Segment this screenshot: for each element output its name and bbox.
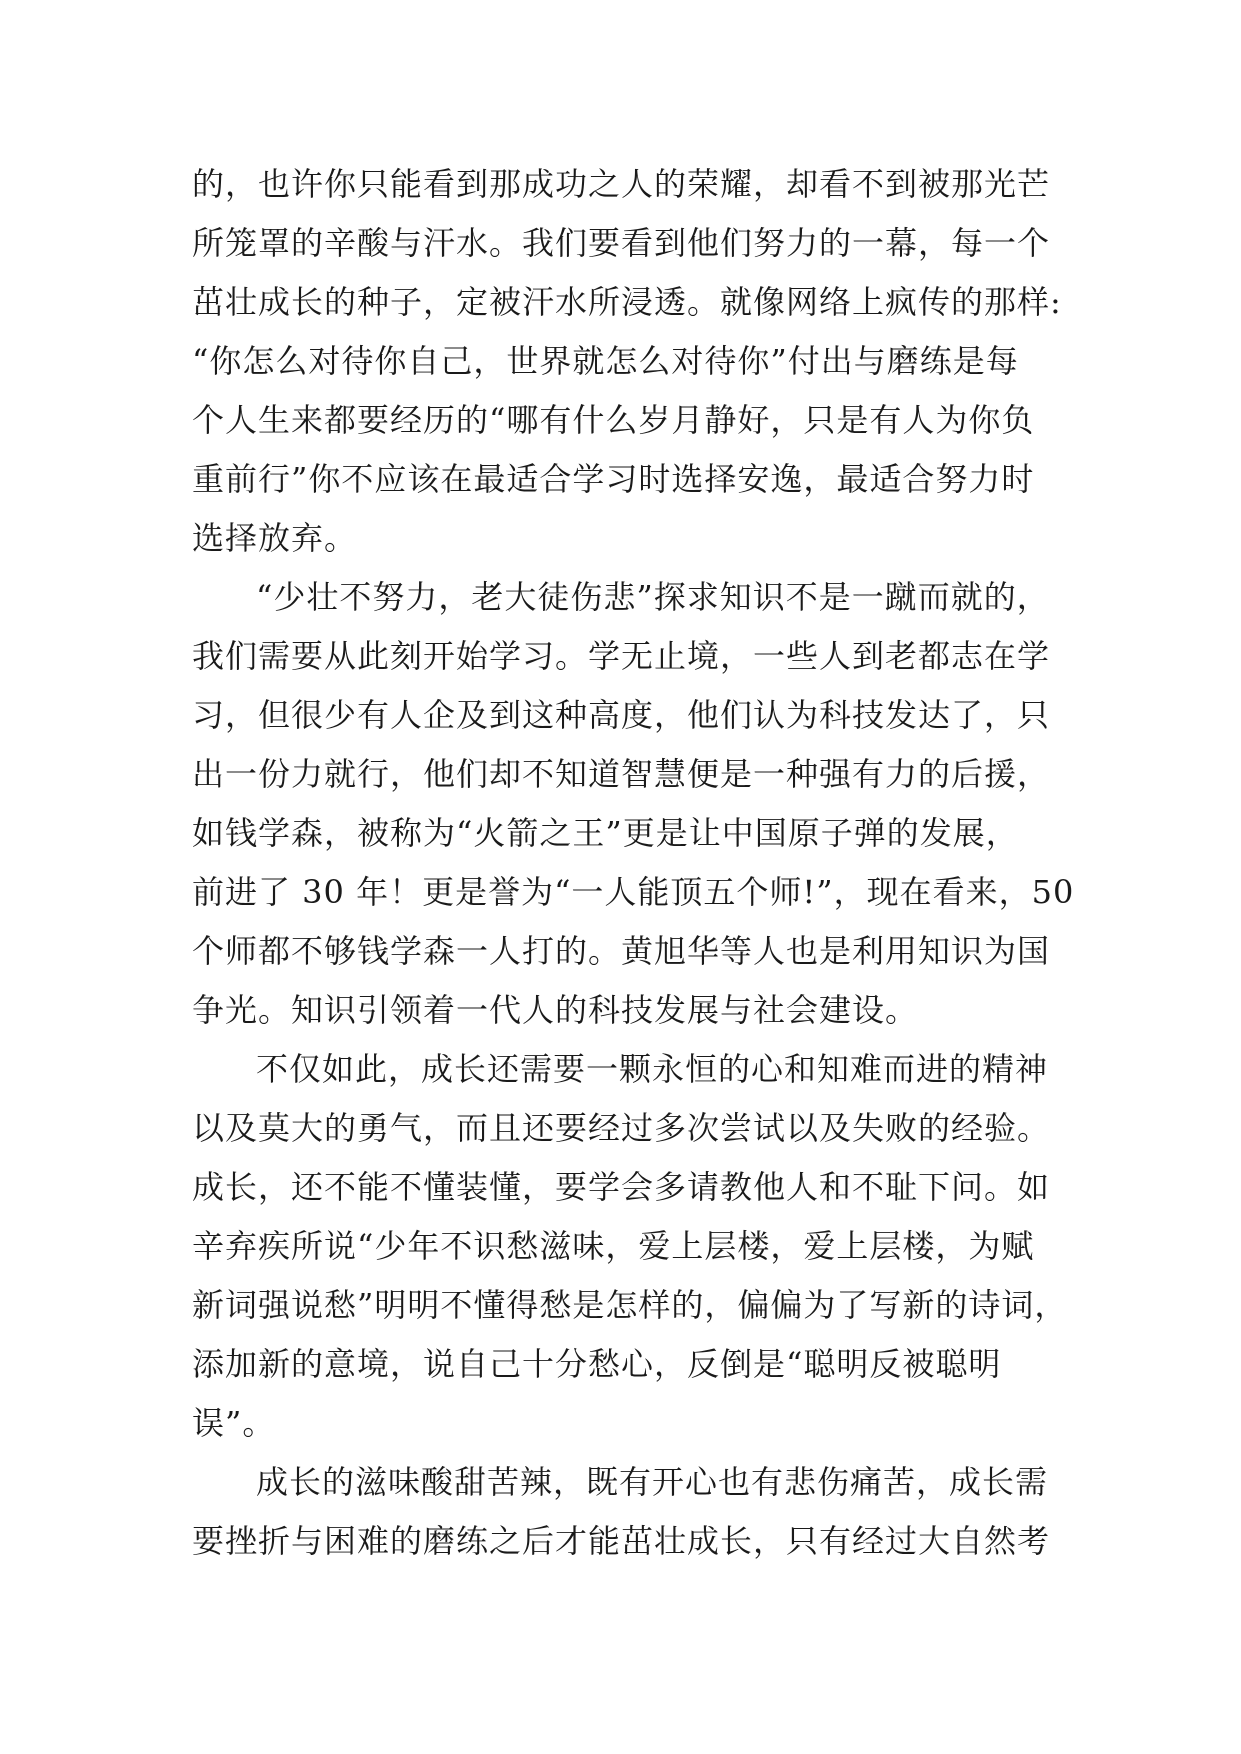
- text-line: 个人生来都要经历的“哪有什么岁月静好，只是有人为你负: [192, 401, 1035, 439]
- text-line: 我们需要从此刻开始学习。学无止境，一些人到老都志在学: [192, 637, 1051, 675]
- text-line: 个师都不够钱学森一人打的。黄旭华等人也是利用知识为国: [192, 932, 1051, 970]
- text-line: 以及莫大的勇气，而且还要经过多次尝试以及失败的经验。: [192, 1109, 1051, 1147]
- text-line: 成长的滋味酸甜苦辣，既有开心也有悲伤痛苦，成长需: [256, 1463, 1049, 1501]
- text-line: 新词强说愁”明明不懂得愁是怎样的，偏偏为了写新的诗词，: [192, 1286, 1068, 1324]
- text-line: 所笼罩的辛酸与汗水。我们要看到他们努力的一幕，每一个: [192, 224, 1051, 262]
- text-line: 如钱学森，被称为“火箭之王”更是让中国原子弹的发展，: [192, 814, 1019, 852]
- text-line: 习，但很少有人企及到这种高度，他们认为科技发达了，只: [192, 696, 1051, 734]
- text-line: 的，也许你只能看到那成功之人的荣耀，却看不到被那光芒: [192, 165, 1051, 203]
- text-line: 辛弃疾所说“少年不识愁滋味，爱上层楼，爱上层楼，为赋: [192, 1227, 1035, 1265]
- text-line: 前进了 30 年！更是誉为“一人能顶五个师!”，现在看来，50: [192, 873, 1075, 911]
- text-line: 选择放弃。: [192, 519, 358, 557]
- text-line: 不仅如此，成长还需要一颗永恒的心和知难而进的精神: [256, 1050, 1049, 1088]
- text-line: 茁壮成长的种子，定被汗水所浸透。就像网络上疯传的那样:: [192, 283, 1062, 321]
- text-line: 添加新的意境，说自己十分愁心，反倒是“聪明反被聪明: [192, 1345, 1002, 1383]
- text-line: 出一份力就行，他们却不知道智慧便是一种强有力的后援，: [192, 755, 1051, 793]
- text-line: 成长，还不能不懂装懂，要学会多请教他人和不耻下问。如: [192, 1168, 1051, 1206]
- text-line: “少壮不努力，老大徒伤悲”探求知识不是一蹴而就的，: [256, 578, 1050, 616]
- text-line: 重前行”你不应该在最适合学习时选择安逸，最适合努力时: [192, 460, 1035, 498]
- text-line: 误”。: [192, 1404, 276, 1442]
- text-line: “你怎么对待你自己，世界就怎么对待你”付出与磨练是每: [192, 342, 1019, 380]
- text-line: 要挫折与困难的磨练之后才能茁壮成长，只有经过大自然考: [192, 1522, 1051, 1560]
- text-line: 争光。知识引领着一代人的科技发展与社会建设。: [192, 991, 919, 1029]
